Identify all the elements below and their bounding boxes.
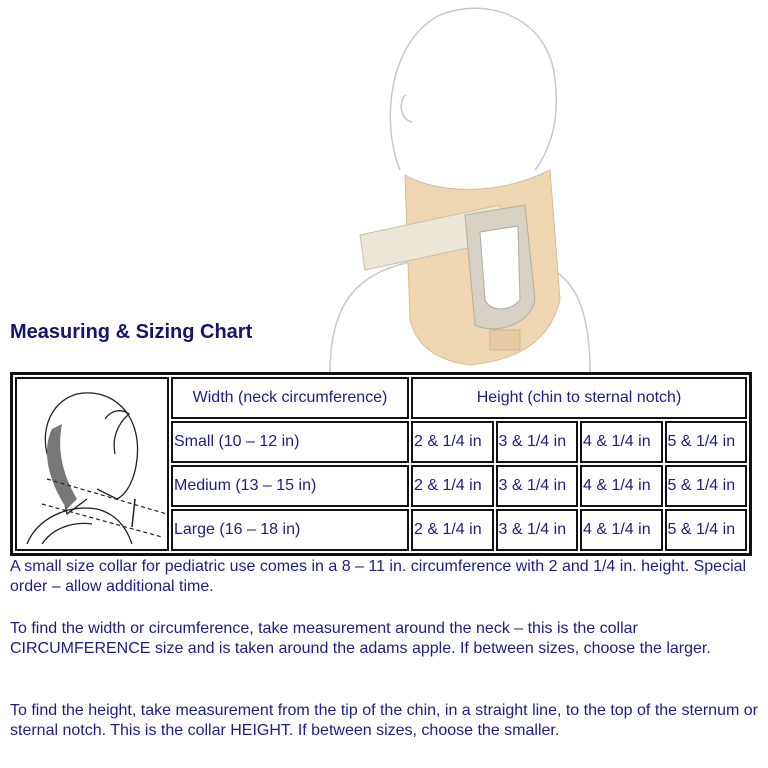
height-cell: 5 & 1/4 in <box>665 421 748 463</box>
height-cell: 3 & 1/4 in <box>496 509 579 551</box>
measurement-illustration <box>15 377 169 551</box>
head-neck-diagram-icon <box>17 379 167 544</box>
size-cell: Large (16 – 18 in) <box>171 509 409 551</box>
sizing-table <box>10 372 752 556</box>
height-cell: 5 & 1/4 in <box>665 465 748 507</box>
height-cell: 4 & 1/4 in <box>580 465 663 507</box>
cervical-collar-image <box>320 0 600 372</box>
width-instructions: To find the width or circumference, take measurement around the neck – this is the collar CIRCUMFERENCE size and is taken around the adams apple. If between sizes, choose the larger. <box>10 620 711 657</box>
height-column-header: Height (chin to sternal notch) <box>411 377 747 419</box>
height-instructions: To find the height, take measurement from the tip of the chin, in a straight line, to the top of the sternum or sternal notch. This is the collar HEIGHT. If between sizes, choose the smaller. <box>10 702 758 739</box>
height-cell: 2 & 1/4 in <box>411 465 494 507</box>
height-cell: 3 & 1/4 in <box>496 465 579 507</box>
height-cell: 2 & 1/4 in <box>411 509 494 551</box>
height-cell: 2 & 1/4 in <box>411 421 494 463</box>
width-column-header: Width (neck circumference) <box>171 377 409 419</box>
table-header-row <box>15 377 747 419</box>
size-cell: Small (10 – 12 in) <box>171 421 409 463</box>
height-cell: 5 & 1/4 in <box>665 509 748 551</box>
page-title: Measuring & Sizing Chart <box>10 321 253 343</box>
height-cell: 4 & 1/4 in <box>580 509 663 551</box>
height-cell: 4 & 1/4 in <box>580 421 663 463</box>
height-cell: 3 & 1/4 in <box>496 421 579 463</box>
size-cell: Medium (13 – 15 in) <box>171 465 409 507</box>
pediatric-note: A small size collar for pediatric use comes in a 8 – 11 in. circumference with 2 and 1/4 in. height. Special order – allow additional time. <box>10 558 747 595</box>
